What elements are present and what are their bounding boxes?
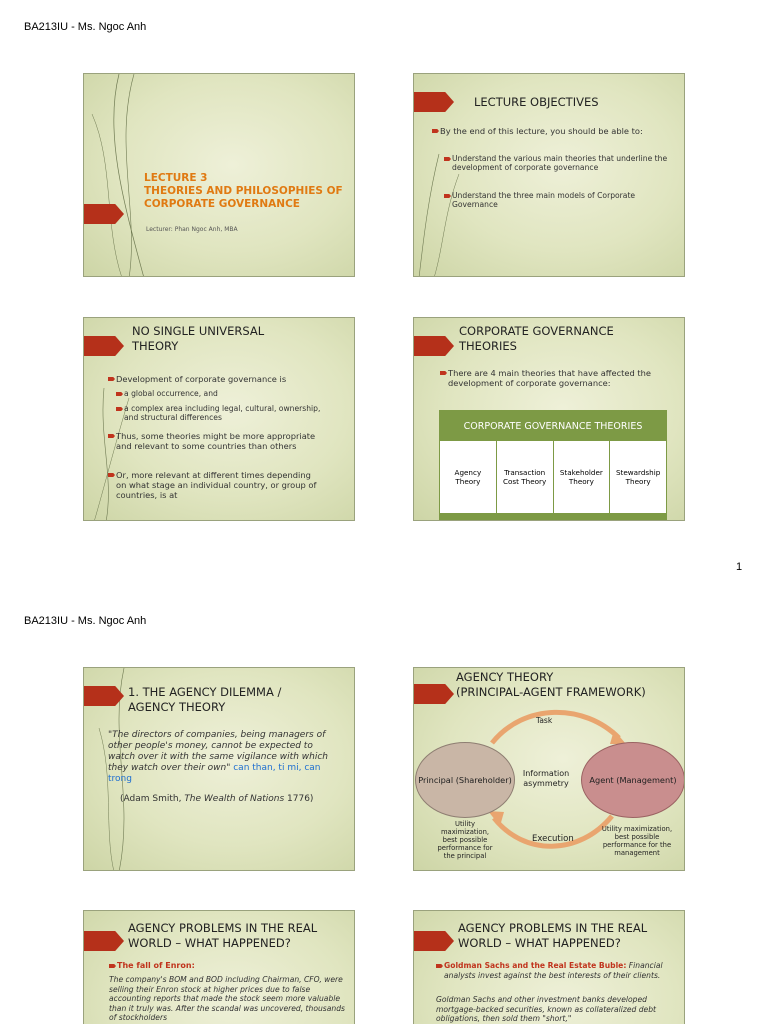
slide-title: NO SINGLE UNIVERSAL THEORY	[132, 324, 265, 353]
adam-smith-quote: "The directors of companies, being managers of other people's money, cannot be expected to watch over it with the same vigilance with which they watch over their own" can than, ti mi, can trong	[108, 730, 328, 784]
execution-label: Execution	[532, 834, 574, 844]
objective-item: Understand the three main models of Corporate Governance	[452, 191, 672, 209]
quote-source: (Adam Smith, The Wealth of Nations 1776)	[120, 794, 314, 804]
bullet-subitem: a complex area including legal, cultural, ownership, and structural differences	[124, 404, 329, 422]
accent-tab	[414, 684, 454, 704]
bullet-item: Or, more relevant at different times depending on what stage an individual country, or group of countries, is at	[116, 470, 321, 500]
case-heading: The fall of Enron:	[117, 961, 195, 970]
theory-cell: Stakeholder Theory	[554, 441, 611, 513]
case-body: Goldman Sachs and other investment banks developed mortgage-backed securities, known as collateralized debt obligations, then sold them "short,"	[436, 995, 657, 1023]
theory-cell: Stewardship Theory	[615, 468, 661, 486]
accent-tab	[414, 931, 454, 951]
accent-tab	[84, 686, 124, 706]
page-header: BA213IU - Ms. Ngoc Anh	[24, 21, 147, 33]
slide-title: CORPORATE GOVERNANCE THEORIES	[459, 324, 614, 353]
slide-principal-agent	[413, 667, 685, 871]
slide-title: AGENCY THEORY (PRINCIPAL-AGENT FRAMEWORK)	[456, 670, 646, 699]
vietnamese-note: can than, ti mi, can trong	[108, 763, 321, 784]
lecturer-name: Lecturer: Phan Ngoc Anh, MBA	[146, 226, 238, 233]
utility-agent: Utility maximization, best possible performance for the management	[601, 825, 673, 857]
case-heading: Goldman Sachs and the Real Estate Buble: Financial analysts invest against the best interests of their clients.	[444, 961, 678, 980]
slide-enron	[83, 910, 355, 1024]
accent-tab	[414, 92, 454, 112]
task-label: Task	[536, 716, 553, 725]
slide-lecture-objectives	[413, 73, 685, 277]
slide-title: LECTURE OBJECTIVES	[474, 95, 599, 109]
objective-item: Understand the various main theories that underline the development of corporate governance	[452, 154, 672, 172]
slide-cg-theories	[413, 317, 685, 521]
page-header: BA213IU - Ms. Ngoc Anh	[24, 615, 147, 627]
theory-cell: Transaction Cost Theory	[497, 441, 554, 513]
bullet-item: Thus, some theories might be more appropriate and relevant to some countries than others	[116, 431, 331, 451]
page-number: 1	[736, 561, 743, 573]
information-asymmetry: Information asymmetry	[522, 769, 570, 788]
slide-agency-dilemma	[83, 667, 355, 871]
accent-tab	[414, 336, 454, 356]
slide-no-single-theory	[83, 317, 355, 521]
utility-principal: Utility maximization, best possible performance for the principal	[437, 820, 493, 860]
theories-table	[439, 410, 667, 521]
accent-tab	[84, 931, 124, 951]
table-header: CORPORATE GOVERNANCE THEORIES	[440, 411, 666, 441]
table-footer	[440, 513, 666, 521]
case-body: The company's BOM and BOD including Chairman, CFO, were selling their Enron stock at higher prices due to false accounting reports that made the stock seem more valuable than it truly was. After the scandal was uncovered, thousands of stockholders	[109, 975, 346, 1022]
theory-cell: Agency Theory	[440, 441, 497, 513]
bullet-subitem: a global occurrence, and	[124, 389, 346, 398]
slide-lecture-title	[83, 73, 355, 277]
slide-goldman-sachs	[413, 910, 685, 1024]
accent-tab	[84, 336, 124, 356]
objective-intro: By the end of this lecture, you should be able to:	[440, 126, 676, 136]
lecture-title: LECTURE 3 THEORIES AND PHILOSOPHIES OF CORPORATE GOVERNANCE	[144, 172, 343, 210]
slide-title: AGENCY PROBLEMS IN THE REAL WORLD – WHAT HAPPENED?	[458, 921, 648, 950]
agent-node: Agent (Management)	[581, 742, 685, 818]
principal-node: Principal (Shareholder)	[415, 742, 515, 818]
slide-title: 1. THE AGENCY DILEMMA / AGENCY THEORY	[128, 685, 282, 714]
bullet-item: Development of corporate governance is	[116, 374, 346, 384]
accent-tab	[84, 204, 124, 224]
bullet-item: There are 4 main theories that have affected the development of corporate governance:	[448, 368, 676, 388]
slide-title: AGENCY PROBLEMS IN THE REAL WORLD – WHAT HAPPENED?	[128, 921, 318, 950]
